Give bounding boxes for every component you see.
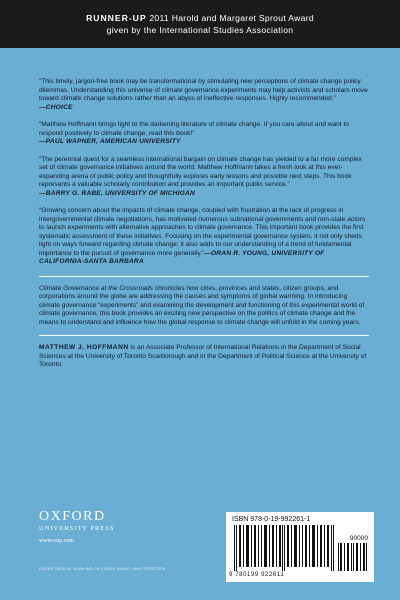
blurb-young [39,207,369,267]
author-name: MATTHEW J. HOFFMANN [39,344,129,351]
blurb-text: “Growing concern about the impacts of climate change, coupled with frustration at the lack of progress in intergovernmental climate negotiations, has motivated numerous subnational governments and non-state actors to launch experiments with alternative approaches to climate governance. This important book provides the first systematic assessment of these initiatives. Focusing on the experimental governance system, it not only sheds light on ways forward regarding climate change; it also adds to our understanding of a trend of fundamental importance to the pursuit of governance more generally.” [39,207,366,257]
author-bio [39,344,369,370]
cover-credits: COVER DESIGN: NOAH BELCH COVER IMAGE: SHUTTERSTOCK [39,567,166,571]
barcode-bars [234,525,334,571]
divider [39,335,369,336]
award-name: 2011 Harold and Margaret Sprout Award [149,13,314,23]
book-summary [39,285,369,328]
barcode [226,512,374,582]
book-title: Climate Governance at the Crossroads [39,284,153,292]
back-cover-text [39,78,369,370]
addon-barcode-bars [338,543,368,571]
award-banner [0,0,400,48]
blurb-text: “Matthew Hoffmann brings light to the darkening literature of climate change. If you care about and want to respond positively to climate change, read this book!” [39,121,349,137]
isbn-label: ISBN 978-0-19-992261-1 [232,516,311,523]
blurb-attribution: —BARRY G. RABE, UNIVERSITY OF MICHIGAN [39,189,195,197]
divider [39,276,369,277]
award-line-2: given by the International Studies Association [106,25,294,35]
publisher-press: UNIVERSITY PRESS [39,525,115,532]
price-code: 90000 [349,535,368,542]
blurb-choice [39,78,369,112]
blurb-rabe [39,156,369,199]
blurb-attribution: —PAUL WAPNER, AMERICAN UNIVERSITY [39,138,181,145]
blurb-attribution: —ORAN R. YOUNG, UNIVERSITY OF CALIFORNIA-SANTA BARBARA [39,249,325,265]
publisher-logo [39,510,149,544]
summary-text: chronicles how cities, provinces and states, citizen groups, and corporations around the globe are addressing the causes and symptoms of global warming. In introducing climate governance “experiments” and examining the development and functioning of this experimental world of climate governance, this book provides an exciting new perspective on the politics of climate change and the means to understand and influence how the global response to climate change will unfold in the coming years. [39,284,365,326]
blurb-text: “This timely, jargon-free book may be transformational by stimulating new perceptions of climate change policy dilemmas. Understanding this universe of climate governance experiments may help activists and scholars move toward climate change solutions rather than an abyss of ineffective responses. Highly recommended.” [39,78,368,102]
publisher-url: www.oup.com [39,538,74,544]
blurb-attribution: —CHOICE [39,103,73,111]
barcode-digits: 9 780199 922611 [229,572,285,578]
award-rank: RUNNER-UP [86,13,147,23]
blurb-text: “The perennial quest for a seamless international bargain on climate change has yielded to a far more complex set of climate governance initiatives around the world. Matthew Hoffmann takes a fresh look at this ever-expanding arena of public policy and thoughtfully explores early lessons and possible next steps. This book represents a valuable scholarly contribution and provides an important public service.” [39,155,362,188]
author-bio-text: is an Associate Professor of International Relations in the Department of Social Sciences at the University of Toronto Scarborough and in the Department of Political Science at the University of Toronto. [39,344,367,368]
blurb-wapner [39,121,369,147]
publisher-name: OXFORD [39,509,106,524]
award-line-1 [0,12,400,24]
